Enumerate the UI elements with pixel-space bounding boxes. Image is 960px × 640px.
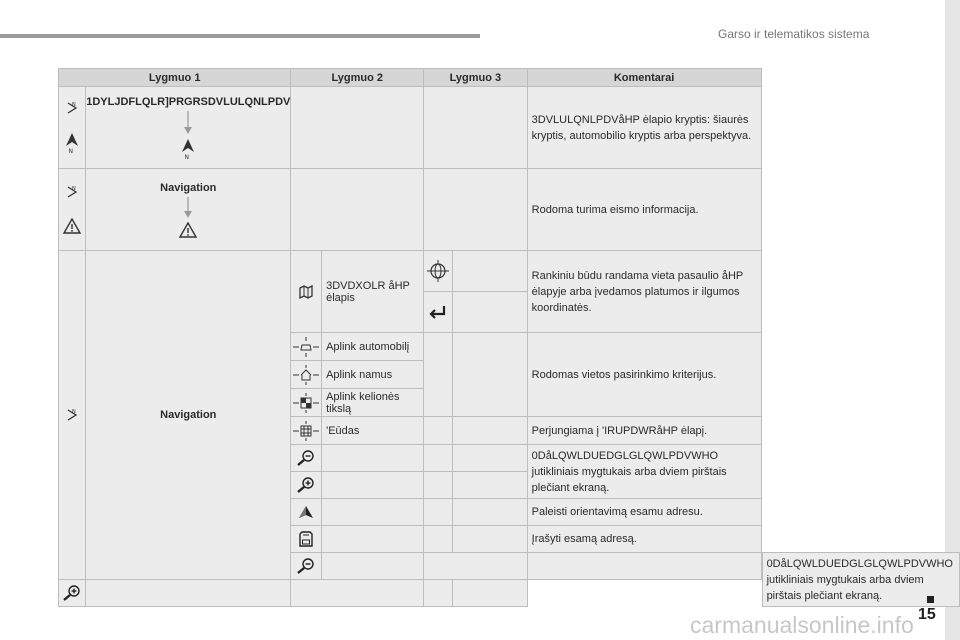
zoom-in-cell [291,472,322,499]
nav-mode-cell [59,87,86,169]
empty-cell [424,553,528,580]
empty-cell [453,445,527,472]
navigation-level1[interactable]: Navigation [86,251,291,580]
warning-icon [63,218,81,234]
empty-cell [291,580,424,607]
zoom-out-cell [291,445,322,472]
save-icon[interactable] [299,531,313,547]
around-home-cell [291,361,322,389]
empty-cell [527,553,761,580]
around-destination-label[interactable]: Aplink kelionės tikslą [322,389,424,417]
north-arrow-icon [66,101,78,115]
globe-cell [424,251,453,292]
around-home-label[interactable]: Aplink namus [322,361,424,389]
nav-mode-comment: 3DVLULQNLPDVåHP ėlapio kryptis: šiaurės kryptis, automobilio kryptis arba perspektyva. [527,87,761,169]
empty-cell [424,580,453,607]
menu-structure-table [58,68,960,607]
svg-text:N: N [68,148,74,154]
empty-cell [424,499,453,526]
down-arrow-icon [183,197,193,219]
empty-cell [424,169,528,251]
zoom-in-icon[interactable] [62,585,82,601]
down-arrow-icon [183,111,193,135]
guidance-label: Navigation [160,181,217,194]
crosshair-home-icon [293,365,319,385]
map-icon [299,285,313,299]
criteria-comment: Rodomas vietos pasirinkimo kriterijus. [527,333,761,417]
header-level1: Lygmuo 1 [59,69,291,87]
empty-cell [424,472,453,499]
zoom-in-cell [59,580,86,607]
empty-cell [453,333,527,417]
mode-label[interactable]: 'Eūdas [322,417,424,445]
navigation-cell [59,251,86,580]
page-marker [927,596,934,603]
zoom-comment: 0DåLQWLDUEDGLGLQWLPDVWHO jutikliniais mygtukais arba dviem pirštais plečiant ekraną. [762,553,959,607]
around-destination-cell [291,389,322,417]
heading-up-icon [181,138,195,160]
empty-cell [453,472,527,499]
start-guidance-comment: Paleisti orientavimą esamu adresu. [527,499,761,526]
zoom-out-icon[interactable] [296,450,316,466]
svg-text:N: N [72,409,76,415]
start-guidance-cell [291,499,322,526]
watermark: carmanualsonline.info [690,612,914,638]
empty-cell [291,169,424,251]
empty-cell [322,553,424,580]
empty-cell [453,499,527,526]
crosshair-flag-icon [293,393,319,413]
guidance-cell [59,169,86,251]
world-map-comment: Rankiniu būdu randama vieta pasaulio åHP ėlapyje arba įvedamos platumos ir ilgumos koordinatės. [527,251,761,333]
enter-cell [424,292,453,333]
empty-cell [453,526,527,553]
section-title: Garso ir telematikos sistema [718,27,870,41]
world-map-cell [291,251,322,333]
svg-text:N: N [184,153,190,160]
empty-cell [322,445,424,472]
enter-icon[interactable] [429,305,447,319]
guidance-comment: Rodoma turima eismo informacija. [527,169,761,251]
navigation-arrow-icon[interactable] [298,505,314,519]
empty-cell [424,417,453,445]
empty-cell [424,445,453,472]
crosshair-car-icon [293,337,319,357]
north-arrow-icon [66,185,78,199]
empty-cell [322,526,424,553]
empty-cell [453,580,527,607]
empty-cell [453,292,527,333]
heading-up-icon [65,132,79,154]
around-car-cell [291,333,322,361]
empty-cell [453,251,527,292]
empty-cell [86,580,291,607]
zoom-comment: 0DåLQWLDUEDGLGLQWLPDVWHO jutikliniais mygtukais arba dviem pirštais plečiant ekraną. [527,445,761,499]
page-number: 15 [918,606,936,623]
mode-comment: Perjungiama į 'IRUPDWRåHP ėlapį. [527,417,761,445]
grid-crosshair-icon [293,421,319,441]
world-map-label[interactable]: 3DVDXOLR åHP ėlapis [322,251,424,333]
svg-text:N: N [72,102,76,108]
svg-text:N: N [72,186,76,192]
warning-icon [179,222,197,238]
save-cell [291,526,322,553]
header-rule [0,34,480,38]
north-arrow-icon [66,408,78,422]
empty-cell [291,87,424,169]
header-level2: Lygmuo 2 [291,69,424,87]
nav-mode-level1[interactable] [86,87,291,169]
empty-cell [424,526,453,553]
zoom-out-cell [291,553,322,580]
zoom-in-icon[interactable] [296,477,316,493]
mode-cell [291,417,322,445]
empty-cell [424,87,528,169]
header-comments: Komentarai [527,69,761,87]
empty-cell [424,333,453,417]
empty-cell [453,417,527,445]
save-comment: Įrašyti esamą adresą. [527,526,761,553]
zoom-out-icon[interactable] [296,558,316,574]
empty-cell [322,472,424,499]
guidance-level1[interactable] [86,169,291,251]
nav-mode-label: 1DYLJDFLQLR]PRGRSDVLULQNLPDV [86,95,291,108]
empty-cell [322,499,424,526]
around-car-label[interactable]: Aplink automobilį [322,333,424,361]
header-level3: Lygmuo 3 [424,69,528,87]
globe-crosshair-icon[interactable] [427,260,449,282]
